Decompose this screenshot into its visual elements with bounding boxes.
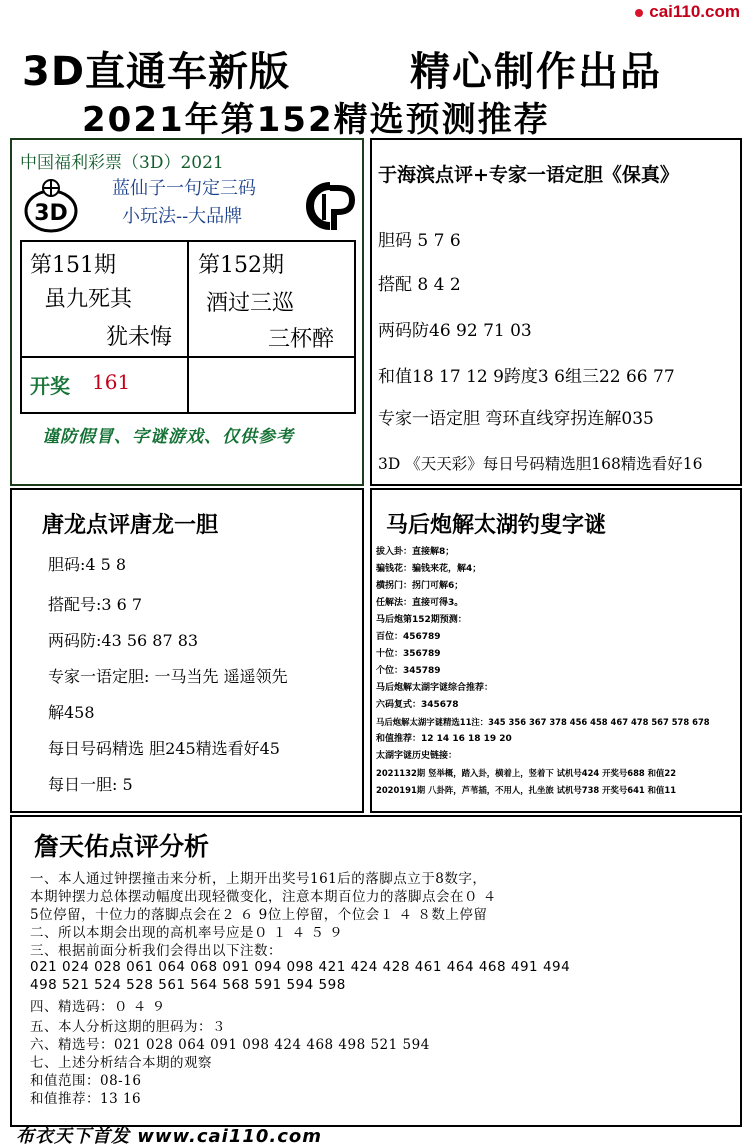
ma-panel-title: 马后炮解太湖钓叟字谜 xyxy=(386,512,607,538)
riddle-author: 蓝仙子一句定三码 xyxy=(112,178,256,199)
ma-row: 马后炮第152期预测： xyxy=(376,615,467,625)
riddle-tagline: 小玩法--大品牌 xyxy=(122,206,243,227)
ma-row: 任解法：直接可得3。 xyxy=(376,598,464,608)
curr-riddle-line1: 酒过三巡 xyxy=(206,291,295,316)
ma-row: 百位：456789 xyxy=(376,632,441,642)
zhan-row: 二、所以本期会出现的高机率号应是０ １ ４ ５ ９ xyxy=(30,925,344,941)
tang-row: 搭配号:3 6 7 xyxy=(48,595,143,614)
tang-row: 两码防:43 56 87 83 xyxy=(48,631,199,650)
zhan-row: 七、上述分析结合本期的观察 xyxy=(30,1055,212,1071)
ma-row: 马后炮解太湖字谜精选11注：345 356 367 378 456 458 467 478 567 578 678 xyxy=(376,717,710,727)
yu-row: 两码防46 92 71 03 xyxy=(378,321,532,341)
footer-source: 布衣天下首发 www.cai110.com xyxy=(16,1126,323,1147)
zhan-row: 498 521 524 528 561 564 568 591 594 598 xyxy=(30,977,346,993)
grid-divider-vertical xyxy=(187,242,189,412)
yu-panel-title: 于海滨点评+专家一语定胆《保真》 xyxy=(378,164,679,186)
lottery-3d-logo-icon xyxy=(22,178,80,236)
yu-row: 胆码 5 7 6 xyxy=(378,231,461,251)
slogan: 精心制作出品 xyxy=(410,49,662,95)
tang-panel-title: 唐龙点评唐龙一胆 xyxy=(42,512,219,538)
prev-issue: 第151期 xyxy=(30,253,116,278)
zhan-row: 三、根据前面分析我们会得出以下注数： xyxy=(30,943,282,959)
ma-row: 骗钱花：骗钱来花，解4； xyxy=(376,564,482,574)
lottery-logo-text: 3D xyxy=(34,201,68,226)
curr-issue: 第152期 xyxy=(198,253,284,278)
zhan-row: 021 024 028 061 064 068 091 094 098 421 424 428 461 464 468 491 494 xyxy=(30,959,571,975)
draw-label: 开奖 xyxy=(30,374,70,398)
ma-row: 马后炮解太湖字谜综合推荐： xyxy=(376,683,494,693)
brand-title: 3D直通车新版 xyxy=(22,49,291,95)
ma-row: 2020191期 八卦阵，芦苇插，不用人，扎坐旅 试机号738 开奖号641 和值11 xyxy=(376,785,677,795)
lottery-brand-icon xyxy=(304,180,358,234)
lottery-name: 中国福利彩票（3D）2021 xyxy=(20,153,224,173)
zhan-row: 四、精选码：０ ４ ９ xyxy=(30,999,166,1015)
yu-review-panel xyxy=(370,138,742,486)
riddle-grid xyxy=(20,240,356,414)
curr-riddle-line2: 三杯醉 xyxy=(268,327,335,352)
zhan-panel-title: 詹天佑点评分析 xyxy=(34,832,210,861)
ma-row: 个位：345789 xyxy=(376,666,441,676)
prev-riddle-line2: 犹未悔 xyxy=(106,325,173,350)
ma-row: 和值推荐：12 14 16 18 19 20 xyxy=(376,734,512,744)
zhan-row: 本期钟摆力总体摆动幅度出现轻微变化，注意本期百位力的落脚点会在０ ４ xyxy=(30,889,497,905)
ma-row: 拔入卦：直接解8； xyxy=(376,547,455,557)
tang-row: 解458 xyxy=(48,703,95,722)
lottery-riddle-panel xyxy=(10,138,364,486)
zhan-row: 一、本人通过钟摆撞击来分析，上期开出奖号161后的落脚点立于8数字， xyxy=(30,871,487,887)
zhan-row: 和值推荐：13 16 xyxy=(30,1091,142,1107)
tang-review-panel xyxy=(10,488,364,813)
zhan-row: 六、精选号：021 028 064 091 098 424 468 498 521 594 xyxy=(30,1037,430,1053)
zhan-row: 5位停留，十位力的落脚点会在２ ６ 9位上停留，个位会１ ４ ８数上停留 xyxy=(30,907,488,923)
zhan-analysis-panel xyxy=(10,815,742,1127)
site-logo-text: cai110.com xyxy=(649,2,740,21)
draw-value: 161 xyxy=(92,370,131,394)
ma-row: 十位：356789 xyxy=(376,649,441,659)
page-title: 2021年第152精选预测推荐 xyxy=(82,100,550,140)
zhan-row: 五、本人分析这期的胆码为：３ xyxy=(30,1019,226,1035)
site-logo[interactable] xyxy=(635,2,740,22)
yu-row: 和值18 17 12 9跨度3 6组三22 66 77 xyxy=(378,367,675,387)
yu-row: 专家一语定胆 弯环直线穿拐连解035 xyxy=(378,409,654,429)
yu-row: 3D 《天天彩》每日号码精选胆168精选看好16 xyxy=(378,455,703,473)
prev-riddle-line1: 虽九死其 xyxy=(44,287,133,312)
tang-row: 每日号码精选 胆245精选看好45 xyxy=(48,739,280,758)
tang-row: 专家一语定胆: 一马当先 遥遥领先 xyxy=(48,667,288,686)
logo-dot-icon xyxy=(635,9,643,17)
tang-row: 胆码:4 5 8 xyxy=(48,555,127,574)
tang-row: 每日一胆: 5 xyxy=(48,775,133,794)
zhan-row: 和值范围：08-16 xyxy=(30,1073,142,1089)
yu-row: 搭配 8 4 2 xyxy=(378,275,461,295)
grid-divider-horizontal xyxy=(22,356,354,358)
warning-text: 谨防假冒、字谜游戏、仅供参考 xyxy=(42,427,294,447)
ma-row: 六码复式：345678 xyxy=(376,700,459,710)
ma-row: 横拐门：拐门可解6； xyxy=(376,581,464,591)
ma-riddle-panel xyxy=(370,488,742,813)
ma-row: 2021132期 竖举概，踏入卦，横着上，竖着下 试机号424 开奖号688 和值22 xyxy=(376,768,677,778)
ma-row: 太湖字谜历史链接： xyxy=(376,751,458,761)
